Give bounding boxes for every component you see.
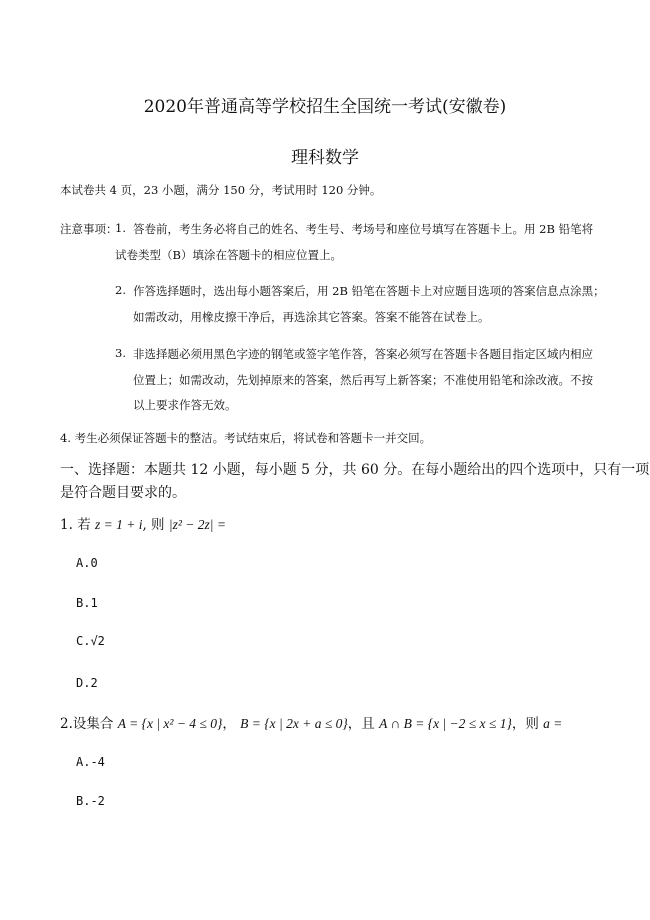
question-1-expression: |z² − 2z| = <box>168 517 226 532</box>
question-2-option-b: B.-2 <box>76 794 105 808</box>
question-1-stem <box>60 513 226 533</box>
note-3-line-3: 以上要求作答无效。 <box>133 398 237 412</box>
note-1-number: 1. <box>115 221 126 235</box>
question-2-option-a: A.-4 <box>76 755 105 769</box>
question-1-option-c: C.√2 <box>76 634 105 648</box>
note-1-line-2: 试卷类型（B）填涂在答题卡的相应位置上。 <box>115 248 342 262</box>
section-1-heading-line-2: 是符合题目要求的。 <box>60 485 186 501</box>
question-1-option-a: A.0 <box>76 556 98 570</box>
note-4: 4. 考生必须保证答题卡的整洁。考试结束后，将试卷和答题卡一并交回。 <box>60 431 432 445</box>
exam-subject: 理科数学 <box>291 148 359 168</box>
question-1-separator: , 则 <box>142 517 165 533</box>
note-3-line-1: 非选择题必须用黑色字迹的钢笔或签字笔作答，答案必须写在答题卡各题目指定区域内相应 <box>133 347 593 361</box>
question-2-intersection: A ∩ B = {x | −2 ≤ x ≤ 1} <box>379 716 512 731</box>
question-2-mid: ，且 <box>347 716 375 732</box>
note-3-line-2: 位置上；如需改动，先划掉原来的答案，然后再写上新答案；不准使用铅笔和涂改液。不按 <box>133 373 593 387</box>
exam-intro: 本试卷共 4 页，23 小题，满分 150 分，考试用时 120 分钟。 <box>60 183 382 197</box>
note-1-line-1: 答卷前，考生务必将自己的姓名、考生号、考场号和座位号填写在答题卡上。用 2B 铅笔将 <box>133 222 594 236</box>
question-2-tail: ，则 <box>511 716 539 732</box>
question-1-prefix: 若 <box>77 517 91 533</box>
section-1-heading-line-1: 一、选择题：本题共 12 小题，每小题 5 分，共 60 分。在每小题给出的四个选项中，只有一项 <box>60 462 650 478</box>
question-2-stem <box>60 712 562 732</box>
question-2-comma: ， <box>222 716 236 732</box>
question-1-number: 1. <box>60 517 73 533</box>
question-2-set-a: A = {x | x² − 4 ≤ 0} <box>117 716 223 731</box>
question-2-ask: a = <box>543 716 563 731</box>
note-2-line-2: 如需改动，用橡皮擦干净后，再选涂其它答案。答案不能答在试卷上。 <box>133 310 490 324</box>
note-3-number: 3. <box>115 346 126 360</box>
question-1-option-d: D.2 <box>76 676 98 690</box>
note-2-number: 2. <box>115 283 126 297</box>
question-1-condition: z = 1 + i <box>94 517 143 532</box>
notes-label: 注意事项： <box>60 222 118 236</box>
exam-title: 2020年普通高等学校招生全国统一考试(安徽卷) <box>143 97 507 117</box>
question-2-set-b: B = {x | 2x + a ≤ 0} <box>240 716 348 731</box>
question-2-prefix: 2.设集合 <box>60 716 114 732</box>
question-1-option-b: B.1 <box>76 596 98 610</box>
note-2-line-1: 作答选择题时，选出每小题答案后，用 2B 铅笔在答题卡上对应题目选项的答案信息点涂黑； <box>133 284 605 298</box>
